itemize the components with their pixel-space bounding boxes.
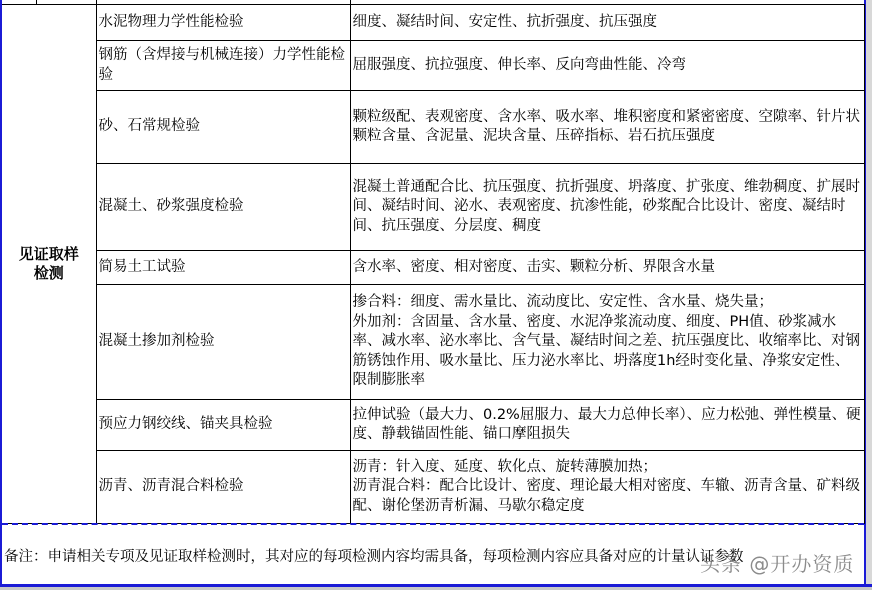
item-cell: 混凝土掺加剂检验 [96, 285, 350, 400]
item-cell: 简易土工试验 [96, 251, 350, 285]
item-cell: 混凝土、砂浆强度检验 [96, 164, 350, 251]
content-cell [350, 285, 864, 400]
table-row [2, 41, 864, 91]
content-cell [350, 41, 864, 91]
table-row [2, 251, 864, 285]
content-line: 混凝土普通配合比、抗压强度、抗折强度、坍落度、扩张度、维勃稠度、扩展时间、凝结时间、泌水、表观密度、抗渗性能，砂浆配合比设计、密度、凝结时间、抗压强度、分层度、稠度 [352, 178, 860, 234]
table-row [2, 91, 864, 164]
watermark: 头条 @开办资质 [700, 552, 855, 576]
content-line: 含水率、密度、相对密度、击实、颗粒分析、界限含水量 [352, 258, 715, 275]
page-break-line [2, 523, 864, 525]
content-cell [350, 5, 864, 41]
note-text: 备注：申请相关专项及见证取样检测时，其对应的每项检测内容均需具备，每项检测内容应具备对应的计量认证参数 [4, 549, 744, 565]
item-cell: 预应力钢绞线、锚夹具检验 [96, 400, 350, 451]
content-cell [350, 91, 864, 164]
inspection-table [2, 4, 865, 524]
bottom-edge [0, 584, 872, 590]
item-cell: 沥青、沥青混合料检验 [96, 451, 350, 524]
content-line: 屈服强度、抗拉强度、伸长率、反向弯曲性能、冷弯 [352, 56, 686, 73]
content-line: 沥青混合料：配合比设计、密度、理论最大相对密度、车辙、沥青含量、矿料级配、谢伦堡沥青析漏、马歇尔稳定度 [352, 478, 860, 514]
right-margin [866, 0, 872, 590]
item-cell: 钢筋（含焊接与机械连接）力学性能检验 [96, 41, 350, 91]
table-row [2, 164, 864, 251]
content-cell [350, 164, 864, 251]
item-cell: 砂、石常规检验 [96, 91, 350, 164]
content-line: 细度、凝结时间、安定性、抗折强度、抗压强度 [352, 13, 657, 30]
table-row [2, 400, 864, 451]
content-line: 外加剂：含固量、含水量、密度、水泥净浆流动度、细度、PH值、砂浆减水率、减水率、泌水率比、含气量、凝结时间之差、抗压强度比、收缩率比、对钢筋锈蚀作用、吸水量比、压力泌水率比、坍落度1h经时变化量、净浆安定性、限制膨胀率 [352, 313, 860, 389]
content-line: 颗粒级配、表观密度、含水率、吸水率、堆积密度和紧密密度、空隙率、针片状颗粒含量、含泥量、泥块含量、压碎指标、岩石抗压强度 [352, 108, 860, 144]
table-row [2, 451, 864, 524]
table-row [2, 285, 864, 400]
category-cell: 见证取样检测 [2, 5, 96, 524]
content-cell [350, 251, 864, 285]
content-line: 拉伸试验（最大力、0.2%屈服力、最大力总伸长率）、应力松弛、弹性模量、硬度、静载锚固性能、锚口摩阻损失 [352, 406, 861, 442]
content-cell [350, 451, 864, 524]
item-cell: 水泥物理力学性能检验 [96, 5, 350, 41]
content-line: 掺合料：细度、需水量比、流动度比、安定性、含水量、烧失量； [352, 294, 773, 311]
content-cell [350, 400, 864, 451]
content-line: 沥青：针入度、延度、软化点、旋转薄膜加热； [352, 458, 657, 475]
table-row [2, 5, 864, 41]
